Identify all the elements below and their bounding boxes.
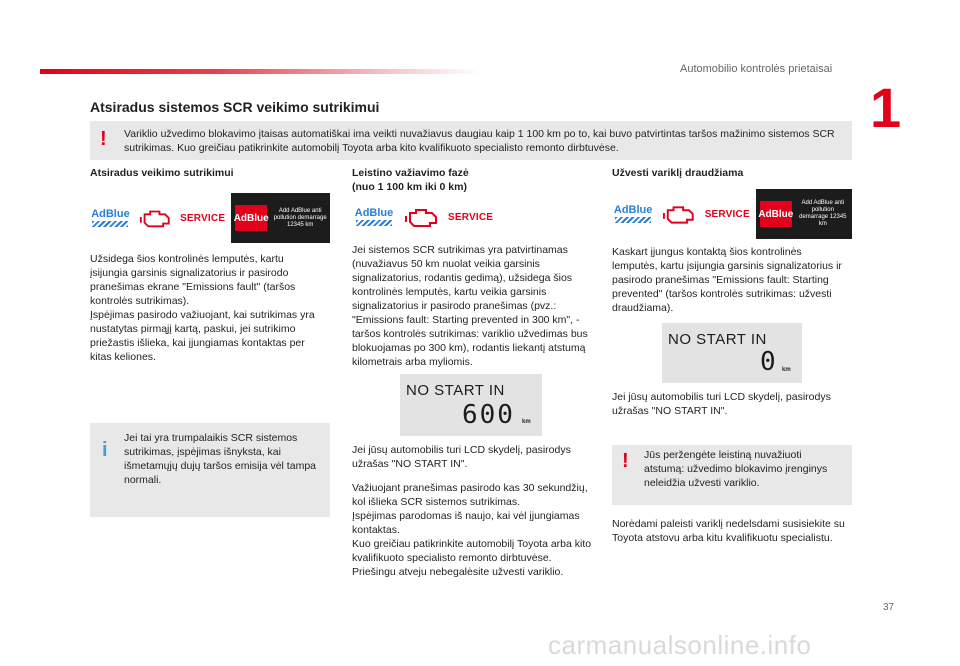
watermark: carmanualsonline.info [548,630,812,660]
chapter-number: 1 [870,76,902,139]
col3-icon-row [612,189,852,239]
col3-warning-text: Jūs peržengėte leistiną nuvažiuoti atstumą: užvedimo blokavimo įrenginys neleidžia užvesti variklio. [644,449,828,489]
service-icon: SERVICE [448,211,494,223]
col3-body2: Norėdami paleisti variklį nedelsdami susisiekite su Toyota atstovu arba kitu kvalifikuotu specialistu. [612,518,845,544]
no-start-display-0 [662,323,802,383]
panel-adblue: AdBlue [760,201,792,227]
warning-icon: ! [100,128,107,150]
col2-heading: Leistino važiavimo fazė (nuo 1 100 km iki 0 km) [352,167,469,193]
display-title: NO START IN [668,331,767,348]
page-number: 37 [883,602,895,613]
panel-message: Add AdBlue anti pollution demarrage 12345 km [273,207,327,228]
display-unit: km [782,367,791,373]
panel-adblue: AdBlue [235,205,267,231]
col1-icon-row [90,193,330,243]
display-unit: km [522,419,531,425]
col2-icon-row [352,203,552,231]
adblue-display-panel [231,193,330,243]
adblue-label: AdBlue [613,204,653,216]
engine-check-icon [404,205,444,229]
col3-body: Kaskart įjungus kontaktą šios kontrolinės lemputės, kartu įsijungia garsinis signalizatorius ir pasirodo pranešimas "Emissions fault: Starting prevented" (taršos kontrolės sutrikimas: užvesti draudžiama). [612,246,842,314]
display-value: 600 [462,400,515,430]
warning-text: Variklio užvedimo blokavimo įtaisas automatiškai ima veikti nuvažiavus daugiau kaip 1 100 km po to, kai buvo patvirtintas taršos mažinimo sistemos SCR sutrikimas. Kuo greičiau patikrinkite automobilį Toyota arba kito kvalifikuoto specialisto remonto dirbtuvėse. [124,128,835,154]
adblue-label: AdBlue [91,208,130,220]
col2-lcd-text: Jei jūsų automobilis turi LCD skydelį, pasirodys užrašas "NO START IN". [352,444,571,470]
display-value: 0 [760,347,778,377]
adblue-display-panel [756,189,852,239]
col2-body: Jei sistemos SCR sutrikimas yra patvirtinamas (nuvažiavus 50 km nuolat veikia garsinis signalizatorius, rodantis gedimą), užsidega šios kontrolinės lemputės, kartu veikia garsinis signalizatorius ir pasirodo pranešimas (pvz.: "Emissions fault: Starting prevented in 300 km", - taršos kontrolės sutrikimas: variklio užvedimas bus blokuojamas po 300 km), rodantis liekantį atstumą kilometrais arba myliomis. [352,244,588,368]
no-start-display-600 [400,374,542,436]
warning-icon: ! [622,450,629,472]
info-text: Jei tai yra trumpalaikis SCR sistemos sutrikimas, įspėjimas išnyksta, kai išmetamųjų dujų taršos emisija vėl tampa normali. [124,432,316,486]
col1-body: Užsidega šios kontrolinės lemputės, kartu įsijungia garsinis signalizatorius ir pasirodo pranešimas ekrane "Emissions fault" (taršos kontrolės sutrikimas). Įspėjimas pasirodo važiuojant, kai sutrikimas yra nustatytas pirmąjį kartą, paskui, jei sutrikimo priežastis išlieka, kai įjungiamas kontaktas per kitas keliones. [90,253,315,363]
col3-heading: Užvesti variklį draudžiama [612,167,744,179]
display-title: NO START IN [406,382,505,399]
header-accent-bar [40,69,480,74]
adblue-icon [612,205,654,223]
service-icon: SERVICE [704,208,750,220]
panel-message: Add AdBlue anti pollution demarrage 12345 km [799,200,847,227]
engine-check-icon [139,206,176,230]
col1-heading: Atsiradus veikimo sutrikimui [90,167,234,179]
col2-body2: Važiuojant pranešimas pasirodo kas 30 sekundžių, kol išlieka SCR sistemos sutrikimas. Įspėjimas parodomas iš naujo, kai vėl įjungiamas kontaktas. Kuo greičiau patikrinkite automobilį Toyota arba kito kvalifikuoto specialisto remonto dirbtuvėse. Priešingu atveju nebegalėsite užvesti variklio. [352,482,592,578]
section-title: Automobilio kontrolės prietaisai [680,63,833,75]
page-heading: Atsiradus sistemos SCR veikimo sutrikimui [90,99,380,115]
adblue-icon [352,208,396,226]
info-icon: i [102,439,108,461]
adblue-icon [90,209,131,227]
service-icon: SERVICE [180,212,226,224]
col3-lcd-text: Jei jūsų automobilis turi LCD skydelį, pasirodys užrašas "NO START IN". [612,391,831,417]
adblue-label: AdBlue [354,207,394,219]
engine-check-icon [662,202,700,226]
